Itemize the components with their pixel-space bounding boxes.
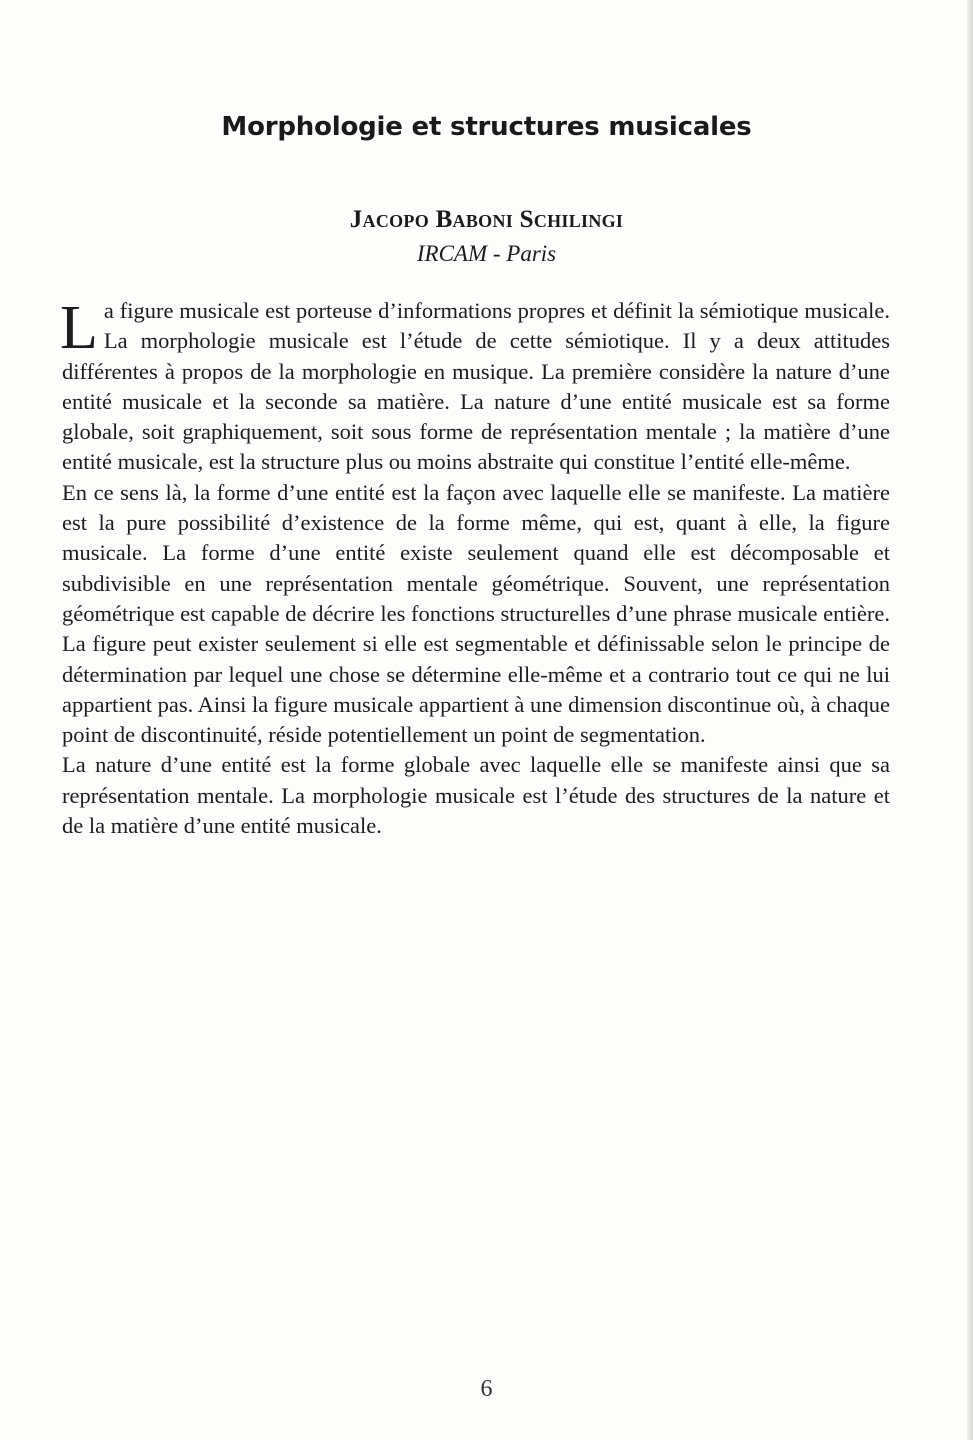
drop-cap: L xyxy=(60,294,98,362)
paragraph-text: a figure musicale est porteuse d’informations propres et définit la sémiotique musicale. La morphologie musicale est l’étude de cette sémiotique. Il y a deux attitudes différentes à propos de la morphologie en musique. La première considère la nature d’une entité musicale et la seconde sa matière. La nature d’une entité musicale est sa forme globale, soit graphiquement, soit sous forme de représentation mentale ; la matière d’une entité musicale, est la structure plus ou moins abstraite qui constitue l’entité elle-même. xyxy=(62,298,890,475)
paragraph: La nature d’une entité est la forme globale avec laquelle elle se manifeste ainsi que sa représentation mentale. La morphologie musicale est l’étude des structures de la nature et de la matière d’une entité musicale. xyxy=(62,752,890,839)
article-title: Morphologie et structures musicales xyxy=(221,112,752,142)
paragraph xyxy=(62,296,890,478)
paragraph: En ce sens là, la forme d’une entité est la façon avec laquelle elle se manifeste. La matière est la pure possibilité d’existence de la forme même, qui est, quant à elle, la figure musicale. La forme d’une entité existe seulement quand elle est décomposable et subdivisible en une représentation mentale géométrique. Souvent, une représentation géométrique est capable de décrire les fonctions structurelles d’une phrase musicale entière. La figure peut exister seulement si elle est segmentable et définissable selon le principe de détermination par lequel une chose se détermine elle-même et a contrario tout ce qui ne lui appartient pas. Ainsi la figure musicale appartient à une dimension discontinue où, à chaque point de discontinuité, réside potentiellement un point de segmentation. xyxy=(62,479,890,748)
author-name: Jacopo Baboni Schilingi xyxy=(349,206,624,233)
article-body xyxy=(62,296,890,841)
page-number: 6 xyxy=(480,1376,493,1402)
author-affiliation: IRCAM - Paris xyxy=(416,241,557,266)
